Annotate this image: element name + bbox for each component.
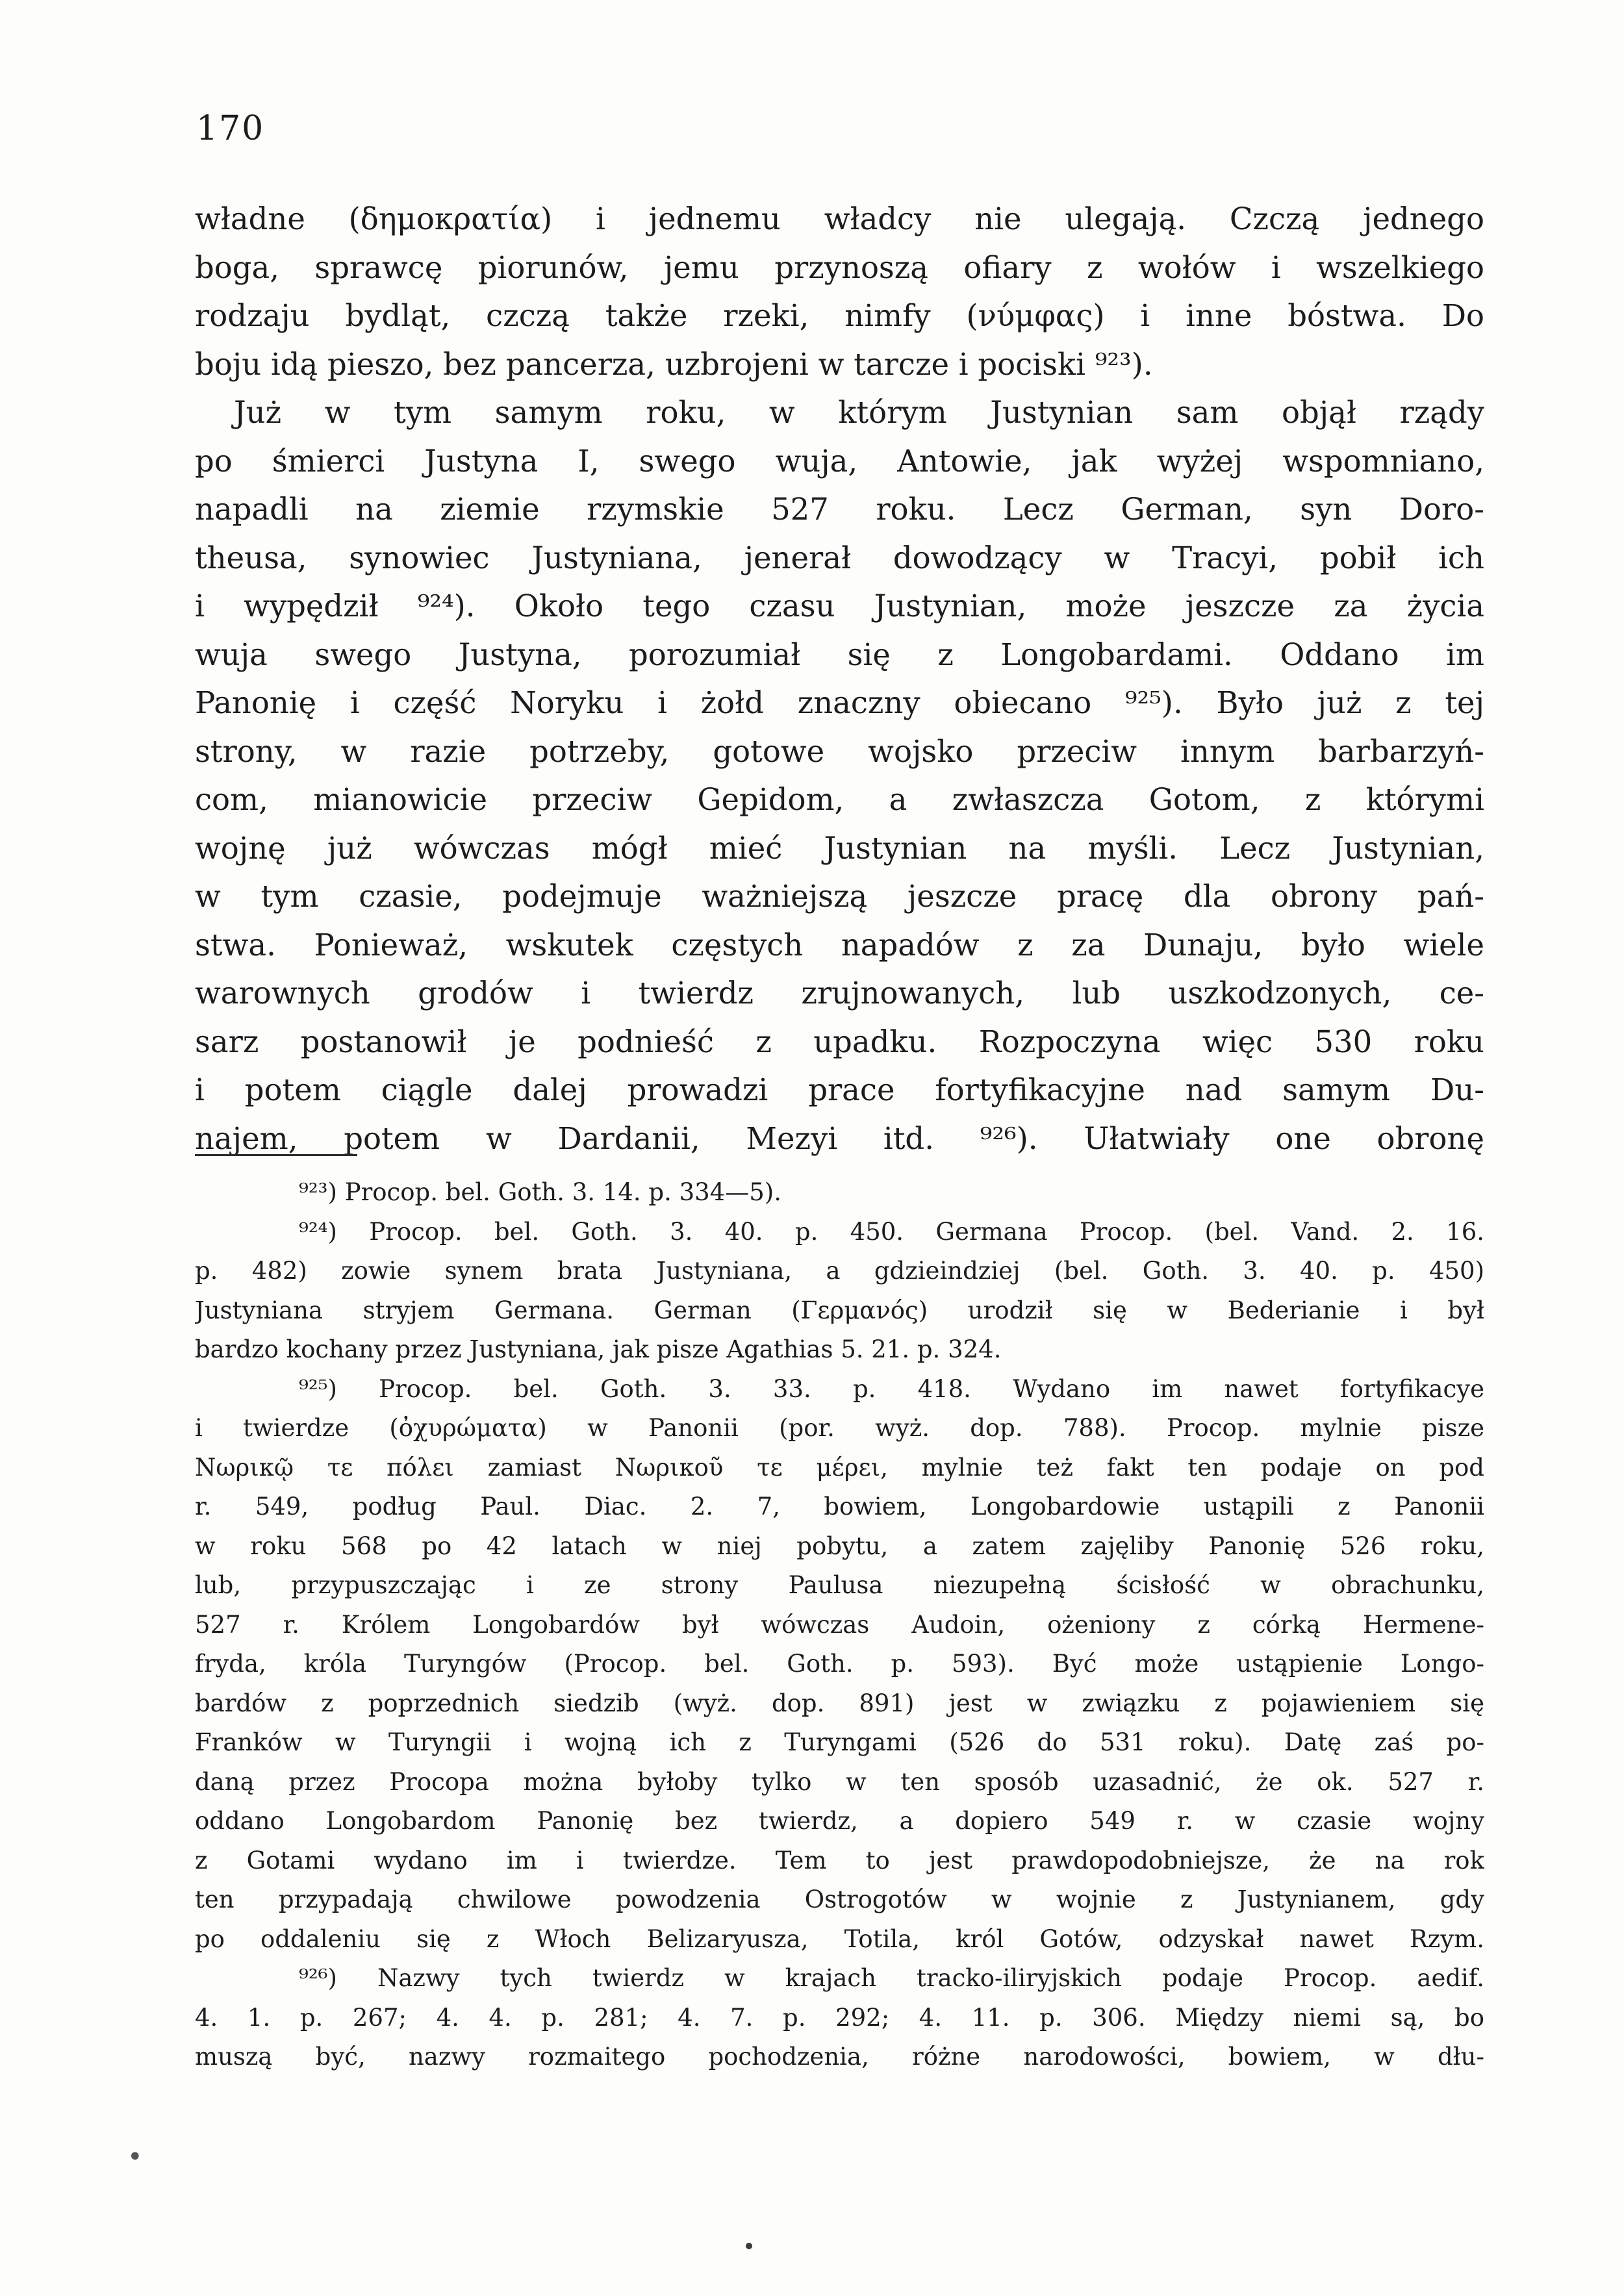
body-line: sarz postanowił je podnieść z upadku. Rozpoczyna więc 530 roku [195,1024,1484,1059]
body-line: władne (δημοκρατία) i jednemu władcy nie ulegają. Czczą jednego [195,201,1484,236]
body-line: stwa. Ponieważ, wskutek częstych napadów z za Dunaju, było wiele [195,927,1484,963]
body-line: i wypędził ⁹²⁴). Około tego czasu Justynian, może jeszcze za życia [195,588,1484,624]
body-line: wuja swego Justyna, porozumiał się z Longobardami. Oddano im [195,637,1484,672]
body-line: napadli na ziemie rzymskie 527 roku. Lecz German, syn Doro- [195,492,1484,527]
footnote-line: p. 482) zowie synem brata Justyniana, a gdzieindziej (bel. Goth. 3. 40. p. 450) [195,1257,1484,1285]
footnote-line: daną przez Procopa można byłoby tylko w ten sposób uzasadnić, że ok. 527 r. [195,1767,1484,1796]
main-body-text [195,195,1484,1163]
body-line: rodzaju bydląt, czczą także rzeki, nimfy (νύμφας) i inne bóstwa. Do [195,298,1484,333]
body-line: wojnę już wówczas mógł mieć Justynian na myśli. Lecz Justynian, [195,830,1484,866]
body-line: najem, potem w Dardanii, Mezyi itd. ⁹²⁶). Ułatwiały one obronę [195,1120,1484,1156]
footnote-line: ⁹²³) Procop. bel. Goth. 3. 14. p. 334—5). [299,1178,781,1206]
bottom-dot [746,2243,752,2249]
footnote-line: muszą być, nazwy rozmaitego pochodzenia, różne narodowości, bowiem, w dłu- [195,2043,1484,2071]
footnote-line: Justyniana stryjem Germana. German (Γερμανός) urodził się w Bederianie i był [195,1296,1484,1324]
footnote-line: 4. 1. p. 267; 4. 4. p. 281; 4. 7. p. 292; 4. 11. p. 306. Między niemi są, bo [195,2003,1484,2032]
footnote-line: z Gotami wydano im i twierdze. Tem to jest prawdopodobniejsze, że na rok [195,1846,1484,1874]
body-line: strony, w razie potrzeby, gotowe wojsko przeciw innym barbarzyń- [195,733,1484,769]
margin-dot: • [127,2142,143,2172]
body-line: warownych grodów i twierdz zrujnowanych, lub uszkodzonych, ce- [195,976,1484,1011]
footnote-line: i twierdze (ὀχυρώματα) w Panonii (por. wyż. dop. 788). Procop. mylnie pisze [195,1414,1484,1442]
footnote-line: ⁹²⁵) Procop. bel. Goth. 3. 33. p. 418. Wydano im nawet fortyfikacye [299,1374,1484,1403]
body-line: Już w tym samym roku, w którym Justynian sam objął rządy [234,395,1484,430]
footnote-line: ⁹²⁴) Procop. bel. Goth. 3. 40. p. 450. Germana Procop. (bel. Vand. 2. 16. [299,1217,1484,1246]
footnote-line: po oddaleniu się z Włoch Belizaryusza, Totila, król Gotów, odzyskał nawet Rzym. [195,1924,1484,1953]
body-line: po śmierci Justyna I, swego wuja, Antowie, jak wyżej wspomniano, [195,443,1484,479]
footnote-line: bardzo kochany przez Justyniana, jak pisze Agathias 5. 21. p. 324. [195,1335,1002,1363]
footnote-line: ⁹²⁶) Nazwy tych twierdz w krajach tracko-iliryjskich podaje Procop. aedif. [299,1964,1484,1992]
footnote-line: oddano Longobardom Panonię bez twierdz, a dopiero 549 r. w czasie wojny [195,1807,1484,1835]
footnote-line: Franków w Turyngii i wojną ich z Turyngami (526 do 531 roku). Datę zaś po- [195,1728,1484,1756]
footnote-line: bardów z poprzednich siedzib (wyż. dop. 891) jest w związku z pojawieniem się [195,1689,1484,1717]
footnote-line: w roku 568 po 42 latach w niej pobytu, a zatem zajęliby Panonię 526 roku, [195,1532,1484,1560]
footnote-line: 527 r. Królem Longobardów był wówczas Audoin, ożeniony z córką Hermene- [195,1610,1484,1639]
footnote-line: Νωρικῷ τε πόλει zamiast Νωρικοῦ τε μέρει, mylnie też fakt ten podaje on pod [195,1453,1484,1482]
footnote-divider [195,1154,357,1156]
footnote-line: lub, przypuszczając i ze strony Paulusa niezupełną ścisłość w obrachunku, [195,1571,1484,1599]
body-line: com, mianowicie przeciw Gepidom, a zwłaszcza Gotom, z którymi [195,782,1484,817]
body-line: theusa, synowiec Justyniana, jenerał dowodzący w Tracyi, pobił ich [195,540,1484,575]
footnotes [195,1173,1484,2077]
body-line: w tym czasie, podejmuje ważniejszą jeszcze pracę dla obrony pań- [195,879,1484,914]
footnote-line: r. 549, podług Paul. Diac. 2. 7, bowiem, Longobardowie ustąpili z Panonii [195,1493,1484,1520]
page-number: 170 [196,109,265,148]
body-line: boga, sprawcę piorunów, jemu przynoszą ofiary z wołów i wszelkiego [195,249,1484,285]
footnote-line: ten przypadają chwilowe powodzenia Ostrogotów w wojnie z Justynianem, gdy [195,1886,1484,1913]
body-line: boju idą pieszo, bez pancerza, uzbrojeni w tarcze i pociski ⁹²³). [195,346,1153,382]
body-line: Panonię i część Noryku i żołd znaczny obiecano ⁹²⁵). Było już z tej [195,685,1484,720]
body-line: i potem ciągle dalej prowadzi prace fortyfikacyjne nad samym Du- [195,1072,1484,1107]
footnote-line: fryda, króla Turyngów (Procop. bel. Goth. p. 593). Być może ustąpienie Longo- [195,1650,1484,1678]
